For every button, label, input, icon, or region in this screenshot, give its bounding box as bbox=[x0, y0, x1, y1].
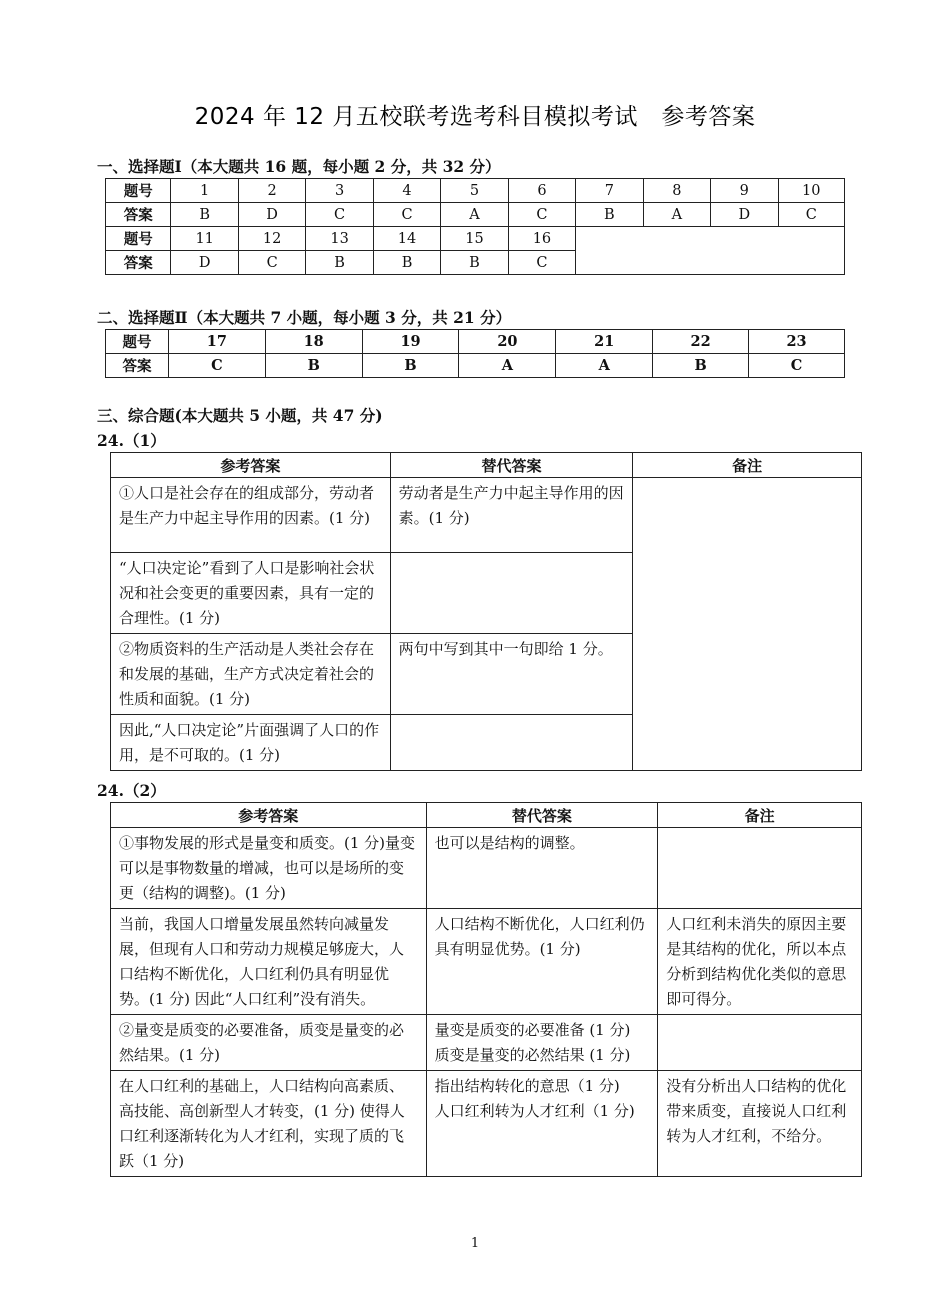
question-number: 9 bbox=[711, 179, 778, 203]
reference-answer-cell: “人口决定论”看到了人口是影响社会状况和社会变更的重要因素，具有一定的合理性。(1 分) bbox=[111, 553, 391, 634]
answer-cell: B bbox=[171, 203, 238, 227]
answer-cell: A bbox=[459, 354, 556, 378]
alternative-answer-cell: 劳动者是生产力中起主导作用的因素。(1 分) bbox=[390, 478, 633, 553]
answer-cell: A bbox=[441, 203, 508, 227]
answer-cell: B bbox=[265, 354, 362, 378]
q24-2-table bbox=[110, 802, 862, 1177]
question-number: 18 bbox=[265, 330, 362, 354]
answer-cell: B bbox=[653, 354, 749, 378]
question-number: 5 bbox=[441, 179, 508, 203]
reference-answer-cell: 因此,“人口决定论”片面强调了人口的作用，是不可取的。(1 分) bbox=[111, 715, 391, 771]
question-number: 10 bbox=[778, 179, 844, 203]
table-row bbox=[106, 227, 845, 251]
answer-cell: C bbox=[238, 251, 305, 275]
answer-cell: C bbox=[168, 354, 265, 378]
answer-cell: B bbox=[362, 354, 459, 378]
question-number: 19 bbox=[362, 330, 459, 354]
column-header: 备注 bbox=[633, 453, 862, 478]
question-number: 4 bbox=[373, 179, 440, 203]
note-cell: 人口红利未消失的原因主要是其结构的优化，所以本点分析到结构优化类似的意思即可得分。 bbox=[658, 909, 862, 1015]
question-number: 14 bbox=[373, 227, 440, 251]
question-number: 7 bbox=[576, 179, 643, 203]
alternative-answer-cell: 人口结构不断优化，人口红利仍具有明显优势。(1 分) bbox=[426, 909, 658, 1015]
answer-cell: B bbox=[441, 251, 508, 275]
table-row bbox=[111, 1071, 862, 1177]
reference-answer-cell: ①事物发展的形式是量变和质变。(1 分)量变可以是事物数量的增减，也可以是场所的变更（结构的调整)。(1 分) bbox=[111, 828, 427, 909]
note-cell: 没有分析出人口结构的优化带来质变，直接说人口红利转为人才红利，不给分。 bbox=[658, 1071, 862, 1177]
note-cell bbox=[658, 828, 862, 909]
answer-cell: D bbox=[711, 203, 778, 227]
table-row bbox=[111, 828, 862, 909]
question-number: 20 bbox=[459, 330, 556, 354]
question-number: 8 bbox=[643, 179, 710, 203]
q24-1-table bbox=[110, 452, 862, 771]
row-label: 答案 bbox=[106, 354, 169, 378]
question-number: 22 bbox=[653, 330, 749, 354]
alternative-answer-cell: 两句中写到其中一句即给 1 分。 bbox=[390, 634, 633, 715]
row-label: 答案 bbox=[106, 203, 171, 227]
answer-cell: D bbox=[238, 203, 305, 227]
section2-heading: 二、选择题Ⅱ（本大题共 7 小题，每小题 3 分，共 21 分） bbox=[97, 308, 512, 327]
page-title: 2024 年 12 月五校联考选考科目模拟考试 参考答案 bbox=[194, 104, 756, 130]
table-row bbox=[106, 179, 845, 203]
column-header: 替代答案 bbox=[390, 453, 633, 478]
alternative-answer-cell: 量变是质变的必要准备 (1 分) 质变是量变的必然结果 (1 分) bbox=[426, 1015, 658, 1071]
row-label: 题号 bbox=[106, 330, 169, 354]
question-number: 15 bbox=[441, 227, 508, 251]
table-header-row bbox=[111, 803, 862, 828]
table-row bbox=[111, 478, 862, 553]
table-row bbox=[111, 1015, 862, 1071]
answer-cell: B bbox=[576, 203, 643, 227]
section2-answer-table bbox=[105, 329, 845, 378]
answer-cell: C bbox=[508, 251, 575, 275]
answer-cell: C bbox=[749, 354, 845, 378]
answer-cell: D bbox=[171, 251, 238, 275]
question-number: 3 bbox=[306, 179, 373, 203]
answer-cell: C bbox=[778, 203, 844, 227]
answer-cell: C bbox=[508, 203, 575, 227]
row-label: 题号 bbox=[106, 227, 171, 251]
section3-heading: 三、综合题(本大题共 5 小题，共 47 分) bbox=[97, 406, 383, 425]
alternative-answer-cell: 指出结构转化的意思（1 分) 人口红利转为人才红利（1 分) bbox=[426, 1071, 658, 1177]
column-header: 备注 bbox=[658, 803, 862, 828]
table-header-row bbox=[111, 453, 862, 478]
question-number: 13 bbox=[306, 227, 373, 251]
row-label: 答案 bbox=[106, 251, 171, 275]
question-number: 12 bbox=[238, 227, 305, 251]
alternative-answer-cell: 也可以是结构的调整。 bbox=[426, 828, 658, 909]
section1-heading: 一、选择题Ⅰ（本大题共 16 题，每小题 2 分，共 32 分） bbox=[97, 157, 501, 176]
table-row bbox=[106, 203, 845, 227]
note-cell bbox=[658, 1015, 862, 1071]
reference-answer-cell: 当前，我国人口增量发展虽然转向减量发展，但现有人口和劳动力规模足够庞大，人口结构不断优化，人口红利仍具有明显优势。(1 分) 因此“人口红利”没有消失。 bbox=[111, 909, 427, 1015]
question-number: 17 bbox=[168, 330, 265, 354]
question-number: 1 bbox=[171, 179, 238, 203]
reference-answer-cell: 在人口红利的基础上，人口结构向高素质、高技能、高创新型人才转变，(1 分) 使得人口红利逐渐转化为人才红利，实现了质的飞跃（1 分) bbox=[111, 1071, 427, 1177]
reference-answer-cell: ①人口是社会存在的组成部分，劳动者是生产力中起主导作用的因素。(1 分) bbox=[111, 478, 391, 553]
table-row bbox=[106, 330, 845, 354]
question-number: 23 bbox=[749, 330, 845, 354]
answer-cell: C bbox=[306, 203, 373, 227]
note-cell bbox=[633, 478, 862, 771]
q24-1-label: 24.（1） bbox=[97, 431, 166, 450]
column-header: 参考答案 bbox=[111, 803, 427, 828]
empty-cell bbox=[576, 227, 845, 275]
question-number: 6 bbox=[508, 179, 575, 203]
question-number: 2 bbox=[238, 179, 305, 203]
table-row bbox=[111, 909, 862, 1015]
column-header: 参考答案 bbox=[111, 453, 391, 478]
answer-cell: B bbox=[306, 251, 373, 275]
column-header: 替代答案 bbox=[426, 803, 658, 828]
question-number: 11 bbox=[171, 227, 238, 251]
q24-2-label: 24.（2） bbox=[97, 781, 166, 800]
section1-answer-table bbox=[105, 178, 845, 275]
question-number: 16 bbox=[508, 227, 575, 251]
reference-answer-cell: ②量变是质变的必要准备，质变是量变的必然结果。(1 分) bbox=[111, 1015, 427, 1071]
answer-cell: B bbox=[373, 251, 440, 275]
answer-cell: A bbox=[556, 354, 653, 378]
reference-answer-cell: ②物质资料的生产活动是人类社会存在和发展的基础，生产方式决定着社会的性质和面貌。(1 分) bbox=[111, 634, 391, 715]
answer-cell: C bbox=[373, 203, 440, 227]
answer-cell: A bbox=[643, 203, 710, 227]
page-number: 1 bbox=[470, 1236, 480, 1251]
table-row bbox=[106, 354, 845, 378]
question-number: 21 bbox=[556, 330, 653, 354]
alternative-answer-cell bbox=[390, 553, 633, 634]
row-label: 题号 bbox=[106, 179, 171, 203]
alternative-answer-cell bbox=[390, 715, 633, 771]
